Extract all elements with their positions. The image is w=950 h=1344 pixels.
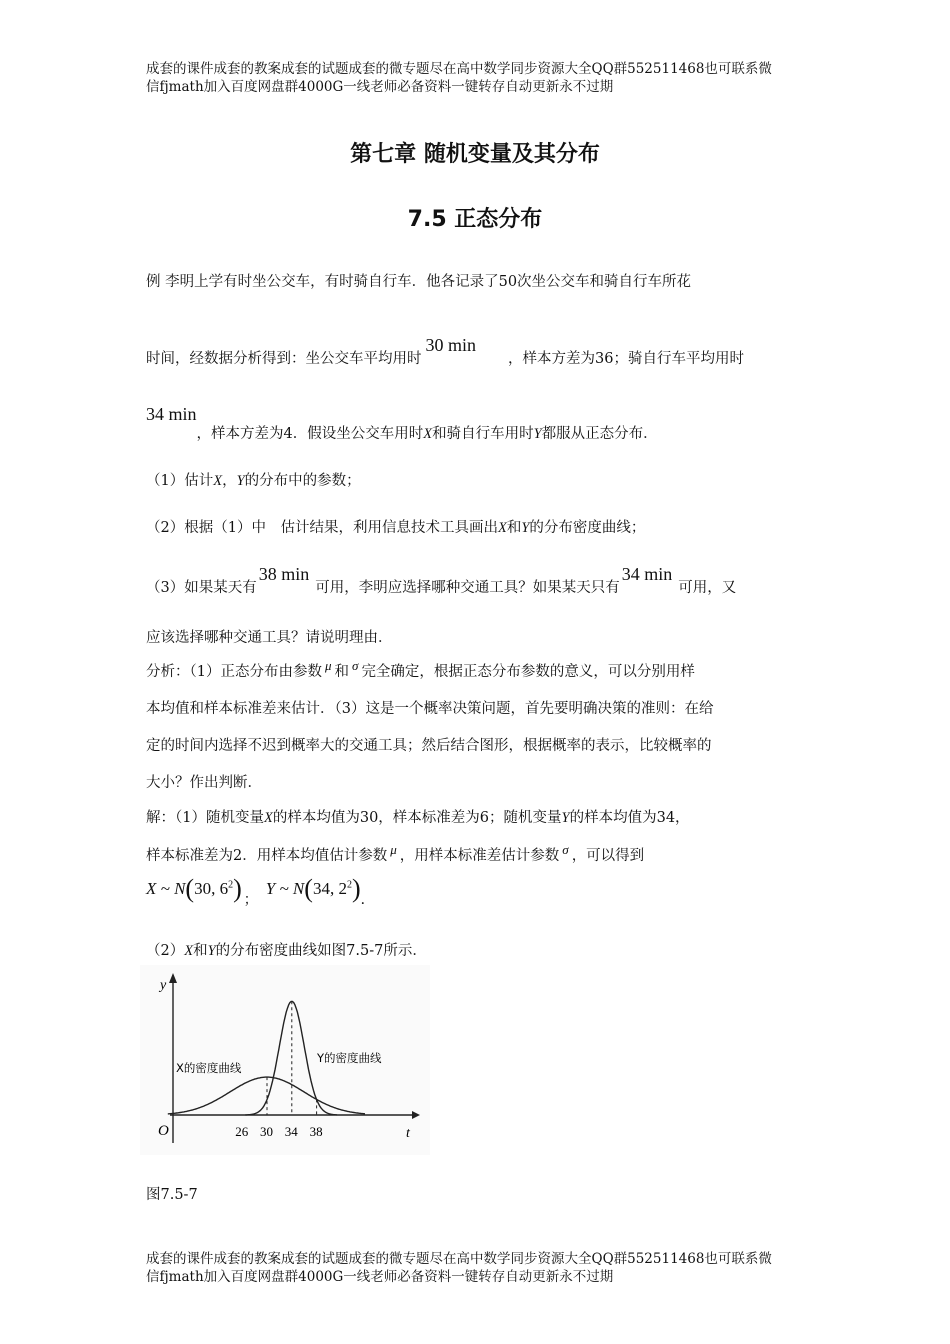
question-1 (146, 469, 361, 490)
footer-line-1: 成套的课件成套的教案成套的试题成套的微专题尽在高中数学同步资源大全QQ群552511468也可联系微 (146, 1251, 772, 1267)
text: 和 (334, 664, 350, 680)
example-line-3 (146, 404, 658, 442)
analysis-line-4: 大小？作出判断． (146, 775, 262, 791)
t-axis-label: t (406, 1126, 410, 1141)
text: 和骑自行车用时 (432, 426, 534, 442)
math-38min: 38 min (258, 564, 310, 584)
example-line-1: 例 李明上学有时坐公交车，有时骑自行车．他各记录了50次坐公交车和骑自行车所花 (146, 274, 692, 290)
text: 样本标准差为2．用样本均值估计参数 (146, 848, 388, 864)
math-34min: 34 min (621, 564, 673, 584)
example-line-2 (146, 335, 744, 368)
figure-caption: 图7.5-7 (146, 1187, 198, 1203)
header-line-2: 信fjmath加入百度网盘群4000G一线老师必备资料一键转存自动更新永不过期 (146, 79, 614, 95)
distribution-formulas (146, 874, 375, 908)
separator: ； (243, 893, 258, 908)
paren-close: ) (351, 874, 361, 903)
dist-y-exp: 2 (346, 879, 352, 891)
period: ． (360, 893, 375, 908)
solution-line-1 (146, 806, 690, 827)
text: ，样本方差为36；骑自行车平均用时 (508, 351, 744, 367)
tick-label-26: 26 (235, 1124, 249, 1139)
text: 的样本均值为34， (569, 810, 690, 826)
dist-x-exp: 2 (228, 879, 234, 891)
analysis-line-3: 定的时间内选择不迟到概率大的交通工具；然后结合图形，根据概率的表示，比较概率的 (146, 738, 712, 754)
mu-symbol: μ (324, 658, 332, 673)
paren-close: ) (233, 874, 242, 903)
origin-label: O (158, 1123, 169, 1139)
section-title: 7.5 正态分布 (407, 207, 543, 232)
text: 和 (506, 520, 522, 536)
dist-y-label: Y ~ N (265, 879, 305, 898)
text: ， (222, 473, 237, 489)
text: 可用，又 (678, 580, 737, 596)
text: 分析：（1）正态分布由参数 (146, 664, 322, 680)
question-3 (146, 564, 737, 597)
text: 都服从正态分布． (541, 426, 658, 442)
density-figure (140, 965, 430, 1155)
text: 的分布密度曲线； (529, 520, 646, 536)
dist-x-label: X ~ N (146, 879, 186, 898)
text: 可用，李明应选择哪种交通工具？如果某天只有 (315, 580, 620, 596)
text: ，用样本标准差估计参数 (399, 848, 560, 864)
analysis-line-1 (146, 660, 695, 681)
y-curve-label: Y的密度曲线 (317, 1051, 382, 1065)
y-axis-label: y (160, 978, 167, 993)
dist-y-args: 34, 2 (312, 879, 347, 898)
question-2 (146, 516, 645, 537)
tick-label-30: 30 (260, 1124, 273, 1139)
paren-open: ( (185, 874, 195, 903)
chapter-title: 第七章 随机变量及其分布 (350, 142, 600, 167)
footer (146, 1250, 816, 1286)
var-y: Y (533, 426, 542, 442)
var-y: Y (521, 520, 530, 536)
footer-line-2: 信fjmath加入百度网盘群4000G一线老师必备资料一键转存自动更新永不过期 (146, 1269, 614, 1285)
text: （2）根据（1）中 估计结果，利用信息技术工具画出 (146, 520, 498, 536)
text: ，样本方差为4．假设坐公交车用时 (196, 426, 424, 442)
sigma-symbol: σ (352, 658, 359, 673)
text: 的分布密度曲线如图7.5-7所示． (215, 943, 427, 959)
text: 完全确定，根据正态分布参数的意义，可以分别用样 (361, 664, 695, 680)
text: 和 (193, 943, 208, 959)
text: 的分布中的参数； (244, 473, 361, 489)
math-34min: 34 min (146, 404, 197, 424)
var-x: X (263, 810, 273, 826)
var-y: Y (561, 810, 570, 826)
text: 的样本均值为30，样本标准差为6；随机变量 (272, 810, 562, 826)
tick-label-34: 34 (284, 1124, 298, 1139)
dist-x-args: 30, 6 (194, 879, 229, 898)
paren-open: ( (304, 874, 313, 903)
text: 时间，经数据分析得到：坐公交车平均用时 (146, 351, 422, 367)
var-y: Y (207, 943, 216, 959)
var-x: X (497, 520, 507, 536)
analysis-line-2: 本均值和样本标准差来估计．（3）这是一个概率决策问题，首先要明确决策的准则：在给 (146, 701, 714, 717)
sigma-symbol: σ (562, 842, 569, 857)
var-x: X (423, 426, 433, 442)
solution-line-2 (146, 844, 644, 865)
math-30min: 30 min (425, 335, 477, 355)
text: （1）估计 (146, 473, 214, 489)
text: （2） (146, 943, 185, 959)
x-curve-label: X的密度曲线 (176, 1061, 242, 1075)
text: （3）如果某天有 (146, 580, 257, 596)
text: ，可以得到 (571, 848, 645, 864)
header-line-1: 成套的课件成套的教案成套的试题成套的微专题尽在高中数学同步资源大全QQ群552511468也可联系微 (146, 61, 772, 77)
var-x: X (213, 473, 223, 489)
text: 解：（1）随机变量 (146, 810, 264, 826)
solution-line-4 (146, 939, 427, 960)
var-y: Y (236, 473, 245, 489)
var-x: X (184, 943, 194, 959)
tick-label-38: 38 (309, 1124, 323, 1139)
question-3-cont: 应该选择哪种交通工具？请说明理由． (146, 630, 393, 646)
mu-symbol: μ (390, 842, 397, 857)
header (146, 60, 816, 96)
